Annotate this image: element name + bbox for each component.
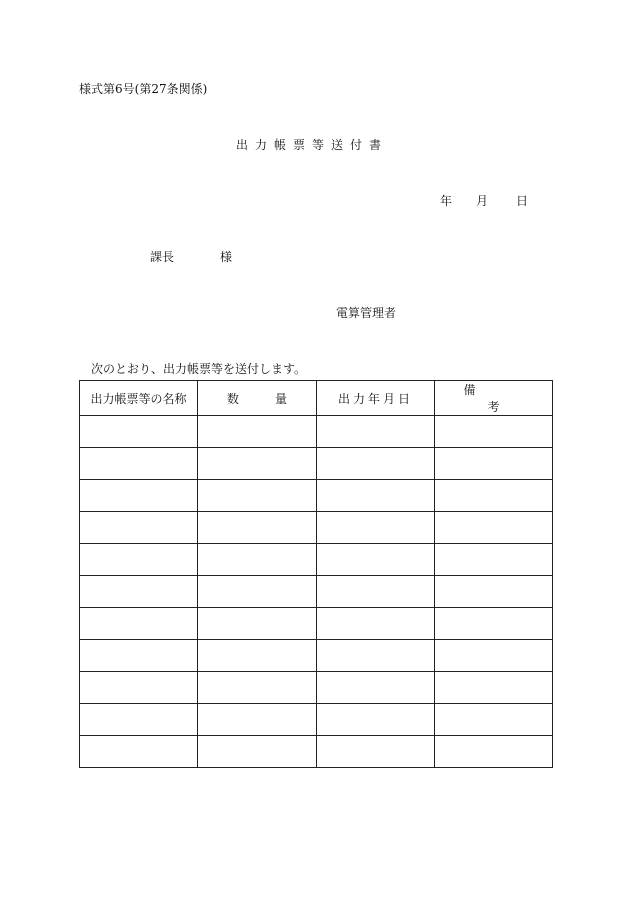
cell-quantity: [198, 672, 317, 704]
table-row: [80, 576, 553, 608]
header-quantity: 数量: [198, 381, 317, 416]
cell-quantity: [198, 736, 317, 768]
cell-item-name: [80, 704, 198, 736]
cell-output-date: [317, 576, 435, 608]
table-row: [80, 640, 553, 672]
table-row: [80, 608, 553, 640]
cell-remarks: [435, 640, 553, 672]
table-row: [80, 416, 553, 448]
table-row: [80, 672, 553, 704]
addressee-honorific: 様: [220, 250, 233, 264]
header-remarks: 備考: [435, 381, 553, 416]
header-output-date: 出力年月日: [317, 381, 435, 416]
table-row: [80, 448, 553, 480]
header-item-name: 出力帳票等の名称: [80, 381, 198, 416]
cell-output-date: [317, 640, 435, 672]
cell-item-name: [80, 640, 198, 672]
cell-remarks: [435, 608, 553, 640]
cell-output-date: [317, 544, 435, 576]
cell-output-date: [317, 512, 435, 544]
cell-output-date: [317, 608, 435, 640]
cell-item-name: [80, 448, 198, 480]
cell-item-name: [80, 608, 198, 640]
cell-quantity: [198, 640, 317, 672]
year-label: 年: [440, 194, 453, 208]
table-row: [80, 480, 553, 512]
cell-quantity: [198, 704, 317, 736]
cell-remarks: [435, 672, 553, 704]
cell-output-date: [317, 480, 435, 512]
cell-remarks: [435, 736, 553, 768]
sender: 電算管理者: [336, 306, 397, 320]
cell-item-name: [80, 544, 198, 576]
table-header-row: [80, 381, 553, 416]
cell-item-name: [80, 416, 198, 448]
cell-remarks: [435, 480, 553, 512]
cell-item-name: [80, 672, 198, 704]
cell-item-name: [80, 512, 198, 544]
addressee: [150, 248, 232, 265]
cell-item-name: [80, 736, 198, 768]
cell-remarks: [435, 576, 553, 608]
intro-text: 次のとおり、出力帳票等を送付します。: [91, 362, 307, 376]
cell-remarks: [435, 544, 553, 576]
table-row: [80, 736, 553, 768]
cell-output-date: [317, 672, 435, 704]
table-row: [80, 512, 553, 544]
form-number: 様式第6号(第27条関係): [79, 82, 208, 96]
table-row: [80, 544, 553, 576]
cell-output-date: [317, 448, 435, 480]
cell-item-name: [80, 576, 198, 608]
cell-output-date: [317, 704, 435, 736]
cell-quantity: [198, 480, 317, 512]
cell-output-date: [317, 416, 435, 448]
cell-quantity: [198, 512, 317, 544]
table-body: [80, 416, 553, 768]
cell-remarks: [435, 704, 553, 736]
cell-quantity: [198, 416, 317, 448]
items-table: [79, 380, 553, 768]
cell-quantity: [198, 576, 317, 608]
date-line: [440, 192, 528, 209]
cell-quantity: [198, 608, 317, 640]
day-label: 日: [516, 194, 529, 208]
cell-remarks: [435, 512, 553, 544]
cell-output-date: [317, 736, 435, 768]
document-title: 出力帳票等送付書: [236, 138, 389, 152]
addressee-position: 課長: [150, 250, 175, 264]
month-label: 月: [476, 194, 489, 208]
cell-remarks: [435, 416, 553, 448]
cell-remarks: [435, 448, 553, 480]
cell-item-name: [80, 480, 198, 512]
cell-quantity: [198, 544, 317, 576]
table-row: [80, 704, 553, 736]
cell-quantity: [198, 448, 317, 480]
